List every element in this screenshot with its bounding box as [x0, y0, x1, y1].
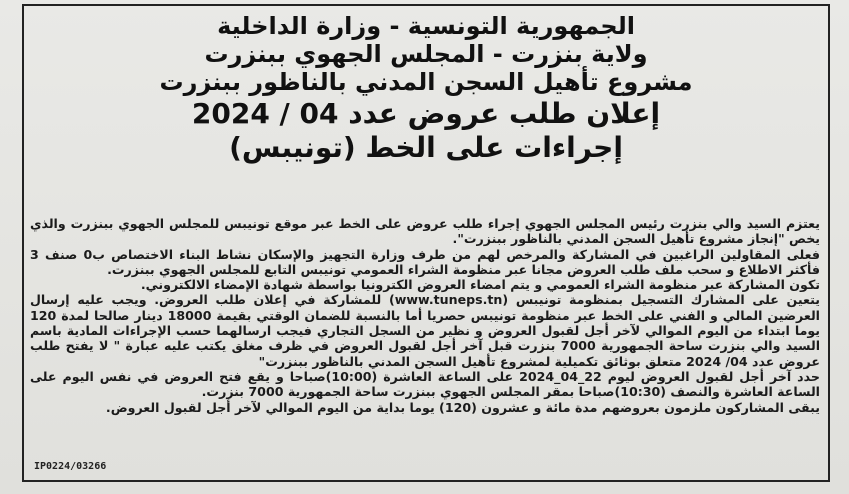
governorate-line: ولاية بنزرت - المجلس الجهوي ببنزرت [204, 40, 648, 68]
announcement-header [24, 10, 828, 162]
announcement-frame [22, 4, 830, 482]
announcement-body [30, 216, 820, 415]
procedure-subtitle: إجراءات على الخط (تونيبس) [229, 131, 623, 164]
project-line: مشروع تأهيل السجن المدني بالناظور ببنزرت [159, 68, 693, 96]
paragraph-validity: يبقى المشاركون ملزمون بعروضهم مدة مائة و عشرون (120) يوما بداية من اليوم الموالي لآخر أجل لقبول العروض. [105, 399, 820, 415]
reference-code: IP0224/03266 [34, 461, 107, 472]
paragraph-deadline: حدد آخر أجل لقبول العروض ليوم 22_04_2024 على الساعة العاشرة (10:00)صباحا و يقع فتح العروض في نفس اليوم على الساعة العاشرة والنصف (10:30)صباحا بمقر المجلس الجهوي ببنزرت ساحة الجمهورية 7000 بنزرت. [30, 368, 820, 400]
paragraph-eligibility: فعلى المقاولين الراغبين في المشاركة والمرخص لهم من طرف وزارة التجهيز والإسكان نشاط البناء الاختصاص ب0 صنف 3 فأكثر الاطلاع و سحب ملف طلب العروض مجانا عبر منظومة الشراء العمومي تونيبس التابع للمجلس الجهوي ببنزرت. [30, 246, 820, 277]
tender-title: إعلان طلب عروض عدد 04 / 2024 [191, 97, 661, 130]
ministry-line: الجمهورية التونسية - وزارة الداخلية [217, 12, 635, 40]
paragraph-submission: يتعين على المشارك التسجيل بمنظومة تونيبس (www.tuneps.tn) للمشاركة في إعلان طلب العروض. ويجب عليه إرسال العرضين المالي و الفني على الخط عبر منظومة تونيبس حصريا أما بالنسبة للضمان الوقتي بقيمة 18000 دينار صالحا لمدة 120 يوما ابتداء من اليوم الموالي لآخر أجل لقبول العروض و نظير من السجل التجاري فيجب ارسالهما حسب الإجراءات المادية باسم السيد والي بنزرت ساحة الجمهورية 7000 بنزرت قبل آخر أجل لقبول العروض في ظرف مغلق يكتب عليه عبارة " لا يفتح طلب عروض عدد 04/ 2024 متعلق بوثائق تكميلية لمشروع تأهيل السجن المدني بالناظور ببنزرت" [30, 292, 821, 369]
paragraph-participation: تكون المشاركة عبر منظومة الشراء العمومي و يتم امضاء العروض الكترونيا بواسطة شهادة الإمضاء الالكتروني. [140, 277, 820, 293]
paragraph-intro: يعتزم السيد والي بنزرت رئيس المجلس الجهوي إجراء طلب عروض على الخط عبر موقع تونيبس للمجلس الجهوي ببنزرت والذي يخص "إنجاز مشروع تأهيل السجن المدني بالناظور ببنزرت". [30, 216, 820, 247]
